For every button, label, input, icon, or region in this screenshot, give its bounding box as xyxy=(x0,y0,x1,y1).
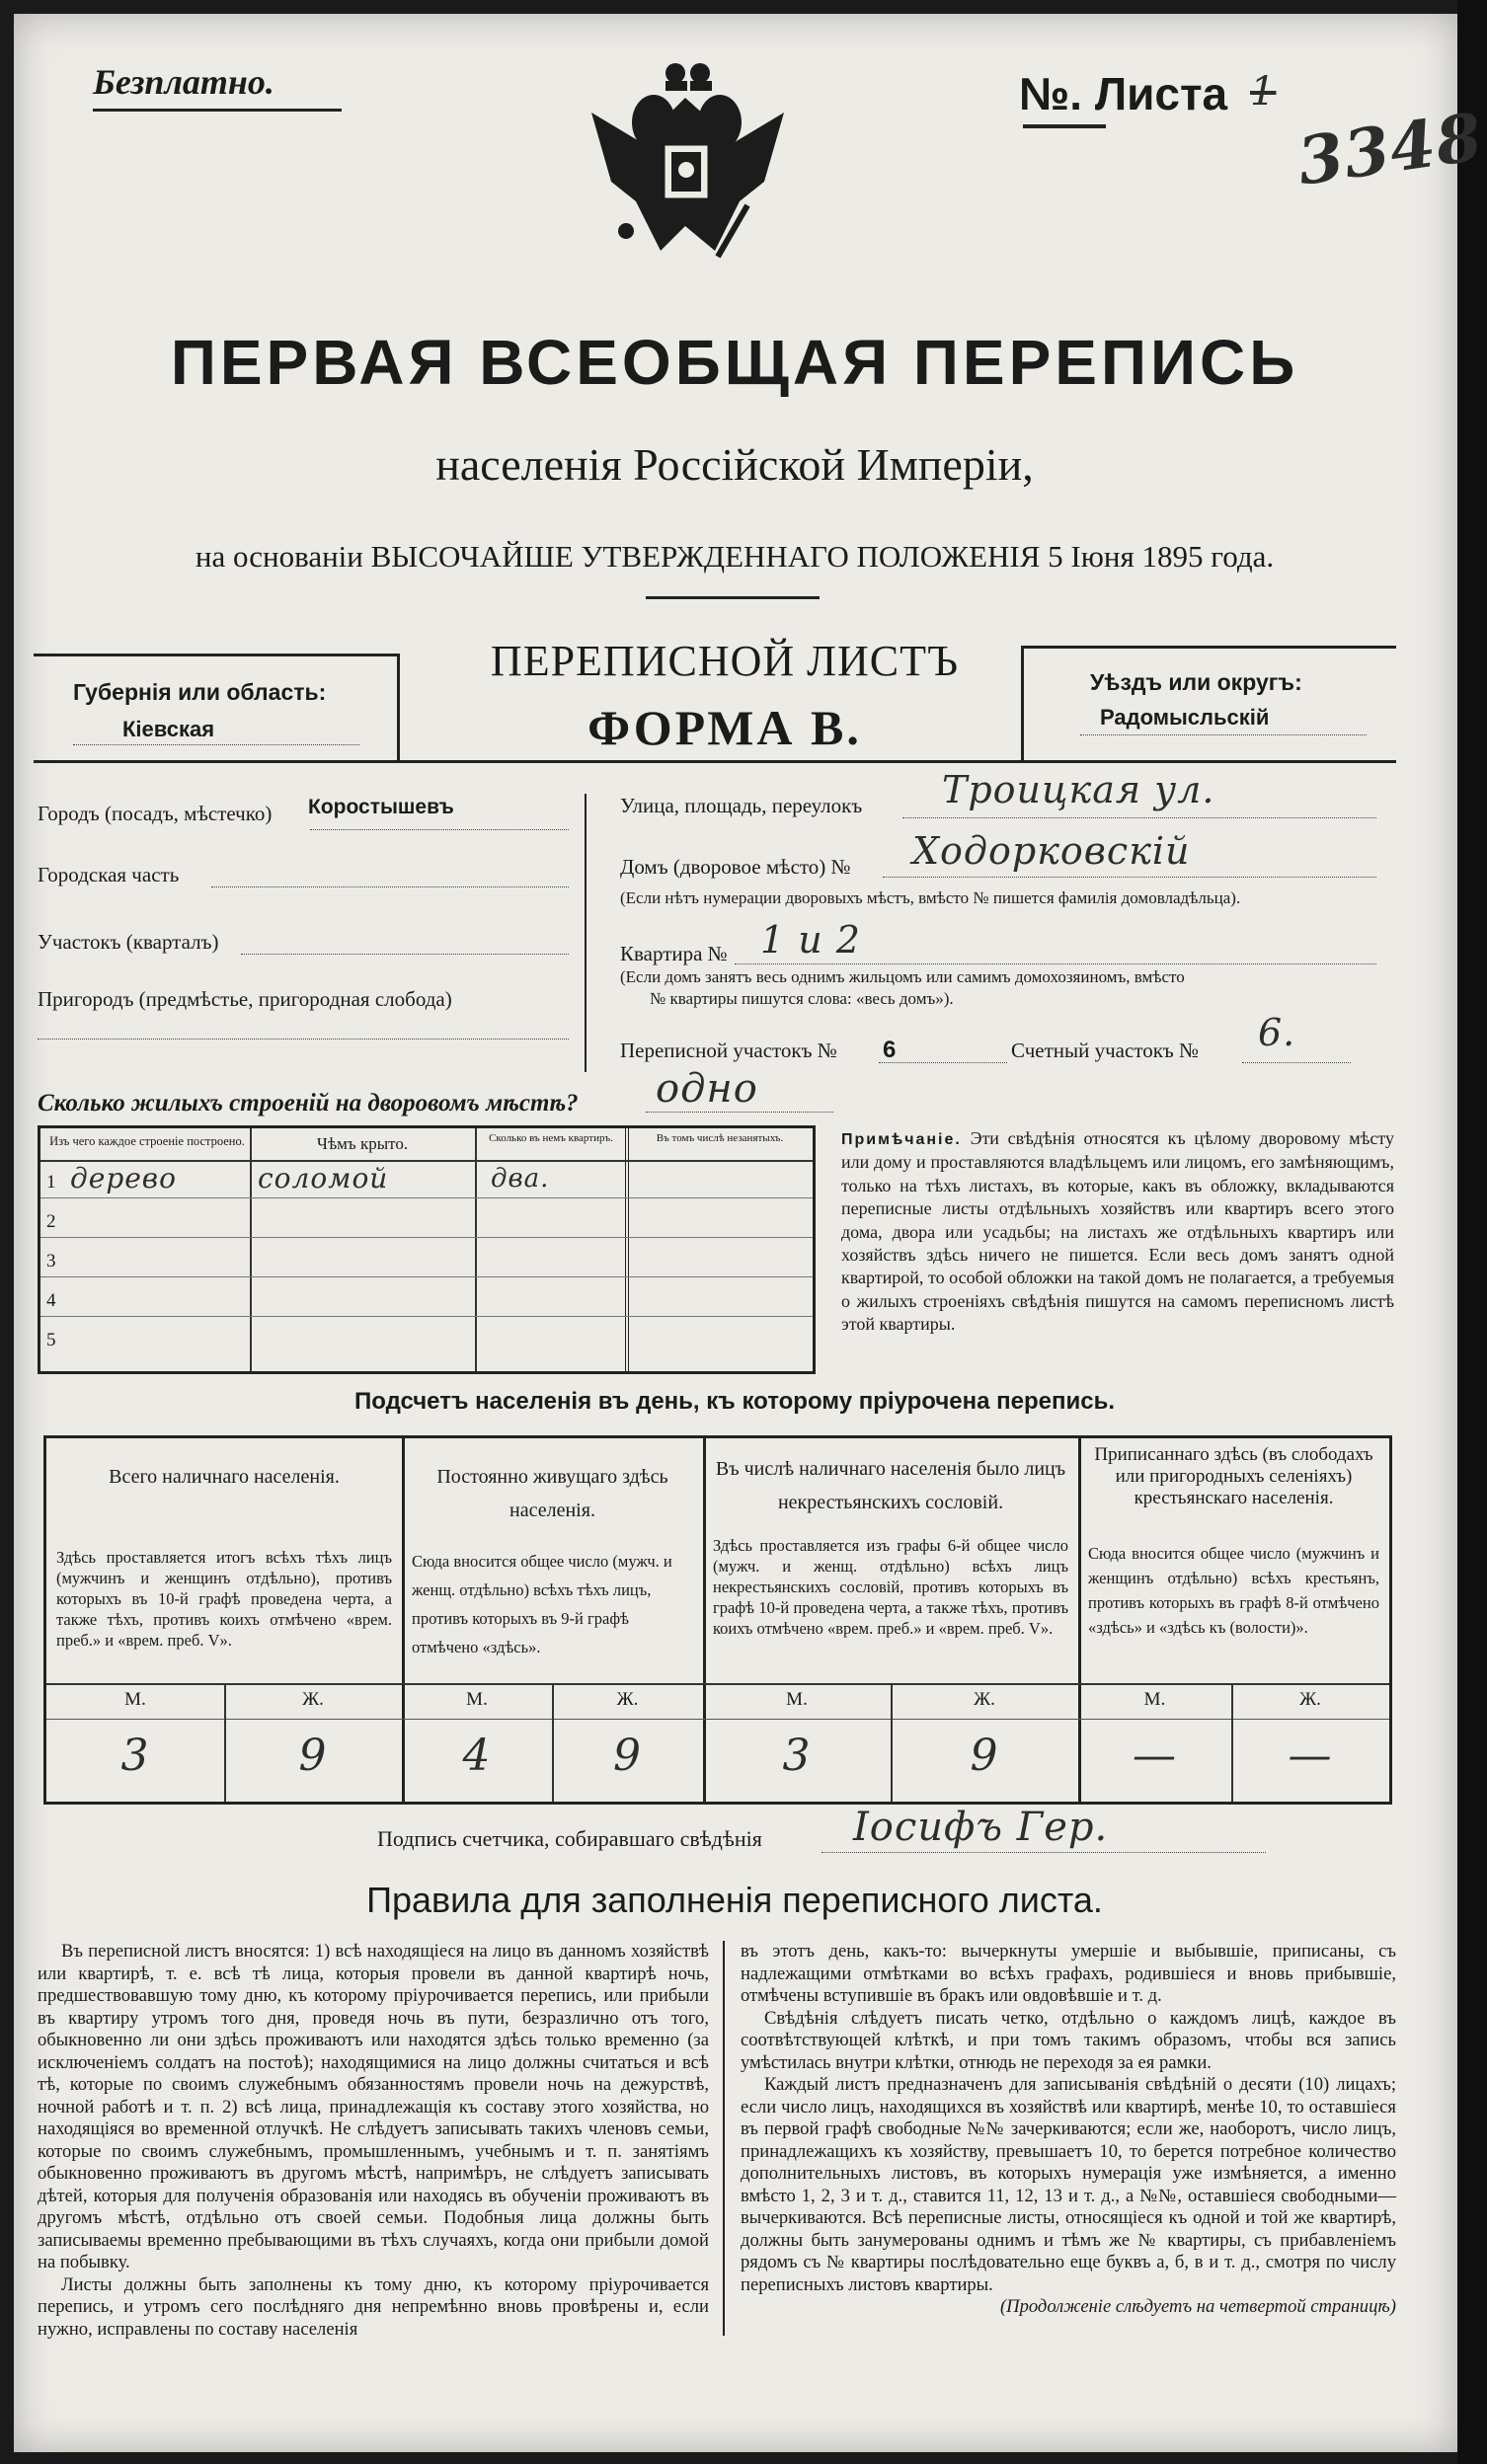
count-nonpeasant-female: 9 xyxy=(970,1731,999,1781)
street-underline xyxy=(902,817,1376,818)
buildings-row-roof: соломой xyxy=(258,1162,389,1194)
address-divider xyxy=(585,794,587,1072)
count-f-label: Ж. xyxy=(302,1689,324,1710)
count-m-label: М. xyxy=(466,1689,488,1710)
free-underline xyxy=(93,109,342,112)
house-underline xyxy=(883,877,1376,878)
count-total-female: 9 xyxy=(298,1731,328,1781)
count-peasant-male: — xyxy=(1133,1731,1177,1781)
form-letter: ФОРМА В. xyxy=(587,700,862,755)
count-mf-top-rule xyxy=(46,1683,1389,1685)
buildings-table xyxy=(38,1125,816,1374)
street-label: Улица, площадь, переулокъ xyxy=(620,794,863,817)
sheet-number-label: №. Листа xyxy=(1019,68,1228,119)
main-title: ПЕРВАЯ ВСЕОБЩАЯ ПЕРЕПИСЬ xyxy=(170,327,1299,398)
count-permanent-male: 4 xyxy=(462,1731,492,1781)
apartment-value: 1 и 2 xyxy=(760,918,861,962)
guberniya-value: Кіевская xyxy=(122,717,215,741)
uezd-value: Радомысльскій xyxy=(1100,705,1270,730)
rules-left-column xyxy=(38,1941,709,2341)
buildings-row-material: дерево xyxy=(70,1162,177,1194)
guberniya-box-top xyxy=(34,654,399,656)
buildings-row-rule-2 xyxy=(40,1237,813,1238)
buildings-row-num: 1 xyxy=(46,1172,56,1193)
house-note: (Если нѣтъ нумерации дворовыхъ мѣстъ, вмѣсто № пишется фамилія домовладѣльца). xyxy=(620,888,1241,907)
signature-label: Подпись счетчика, собиравшаго свѣдѣнія xyxy=(377,1826,762,1851)
subtitle: населенія Россійской Имперіи, xyxy=(435,439,1034,490)
count-f-label: Ж. xyxy=(974,1689,995,1710)
section-label: Участокъ (кварталъ) xyxy=(38,930,219,954)
suburb-underline xyxy=(38,1039,569,1040)
buildings-head-roof: Чѣмъ крыто. xyxy=(316,1134,409,1153)
guberniya-label: Губернія или область: xyxy=(73,679,327,705)
imperial-eagle-emblem xyxy=(567,53,804,270)
count-col-1-head: Всего наличнаго населенія. xyxy=(109,1466,340,1488)
note-head: Примѣчаніе. xyxy=(841,1131,962,1148)
form-title: ПЕРЕПИСНОЙ ЛИСТЪ xyxy=(490,637,960,685)
rules-left-para-2: Листы должны быть заполнены къ тому дню, къ которому пріурочивается перепись, и утромъ сего послѣдняго дня непремѣнно вновь провѣрены и, если нужно, исправлены по составу населенія xyxy=(38,2273,709,2340)
buildings-row-rule-3 xyxy=(40,1276,813,1277)
basis-line: на основаніи ВЫСОЧАЙШЕ УТВЕРЖДЕННАГО ПОЛОЖЕНІЯ 5 Іюня 1895 года. xyxy=(195,539,1275,574)
count-col-2-desc: Сюда вносится общее число (мужч. и женщ. отдѣльно) всѣхъ тѣхъ лицъ, противъ которыхъ въ 9-й графѣ отмѣчено «здѣсь». xyxy=(412,1552,672,1656)
uezd-box-top xyxy=(1021,646,1396,649)
buildings-answer: одно xyxy=(656,1066,758,1112)
buildings-head-vacant: Въ томъ числѣ незанятыхъ. xyxy=(656,1132,784,1144)
buildings-row-num: 3 xyxy=(46,1251,56,1271)
apartment-note-1: (Если домъ занятъ весь однимъ жильцомъ или самимъ домохозяиномъ, вмѣсто xyxy=(620,967,1185,986)
stamp-number: 3348 xyxy=(1292,98,1487,200)
house-value: Ходорковскій xyxy=(912,829,1191,873)
count-nonpeasant-male: 3 xyxy=(782,1731,812,1781)
count-title: Подсчетъ населенія въ день, къ которому пріурочена перепись. xyxy=(354,1388,1115,1415)
count-table xyxy=(43,1435,1392,1805)
count-permanent-female: 9 xyxy=(613,1731,642,1781)
rules-right-column xyxy=(741,1941,1396,2319)
count-peasant-female: — xyxy=(1288,1731,1333,1781)
count-m-label: М. xyxy=(124,1689,146,1710)
signature-underline xyxy=(822,1852,1266,1853)
city-part-underline xyxy=(211,886,569,887)
count-mf-bottom-rule xyxy=(46,1719,1389,1720)
buildings-row-apartments: два. xyxy=(491,1164,550,1194)
city-value: Коростышевъ xyxy=(308,796,454,818)
count-m-label: М. xyxy=(1143,1689,1166,1710)
city-label: Городъ (посадъ, мѣстечко) xyxy=(38,802,273,825)
rules-left-para-1: Въ переписной листъ вносятся: 1) всѣ находящіеся на лицо въ данномъ хозяйствѣ или квартирѣ, т. е. всѣ тѣ лица, которыя провели въ данной квартирѣ ночь, предшествовавшую тому дню, къ которому пріурочивается перепись, или прибыли въ квартиру утромъ того дня, проведя ночь въ пути, безразлично отъ того, обыкновенно ли они здѣсь проживаютъ или находятся здѣсь только временно (за исключеніемъ солдатъ на постоѣ); находящимися на лицо должны считаться и всѣ тѣ, которые по своимъ служебнымъ обязанностямъ провели ночь на дежурствѣ, ночной работѣ и т. п. 2) всѣ лица, принадлежащія къ составу этого хозяйства, но находящіяся во временной отлучкѣ. Не слѣдуетъ записывать такихъ членовъ семьи, которые по своимъ служебнымъ, промышленнымъ, учебнымъ и т. п. занятіямъ обыкновенно проживаютъ въ другомъ мѣстѣ, напримѣръ, не слѣдуетъ записывать дѣтей, которыя для полученія образованія или находясь въ обученіи проживаютъ въ другомъ мѣстѣ, отдѣльно отъ своей семьи. Подобныя лица должны быть записываемы временно пребывающими въ тѣхъ случаяхъ, когда они прибыли домой на побывку. xyxy=(38,1941,709,2272)
buildings-row-rule-1 xyxy=(40,1197,813,1198)
signature-value: Іосифъ Гер. xyxy=(853,1805,1109,1850)
rules-right-para-1: въ этотъ день, какъ-то: вычеркнуты умершіе и выбывшіе, приписаны, съ надлежащими отмѣтками во всѣхъ графахъ, родившіеся и вновь прибывшіе, отмѣчены вступившіе въ бракъ или овдовѣвшіе и т. д. xyxy=(741,1941,1396,2006)
form-box-bottom xyxy=(34,760,1396,763)
rules-continued: (Продолженіе слѣдуетъ на четвертой страницѣ) xyxy=(999,2296,1396,2317)
apartment-label: Квартира № xyxy=(620,942,728,965)
census-sheet xyxy=(14,14,1487,2452)
rules-divider xyxy=(723,1941,725,2336)
apartment-note-2: № квартиры пишутся слова: «весь домъ»). xyxy=(650,989,954,1008)
count-col-4-desc: Сюда вносится общее число (мужчинъ и женщинъ отдѣльно) всѣхъ крестьянъ, противъ которыхъ въ графѣ 8-й отмѣчено «здѣсь» и «здѣсь къ (волости)». xyxy=(1088,1544,1379,1637)
sheet-number-value: 1 xyxy=(1250,69,1277,115)
guberniya-underline xyxy=(73,744,359,745)
buildings-head-material: Изъ чего каждое строеніе построено. xyxy=(49,1134,245,1148)
uezd-box-left xyxy=(1021,646,1024,762)
house-label: Домъ (дворовое мѣсто) № xyxy=(620,855,851,879)
city-part-label: Городская часть xyxy=(38,863,180,886)
title-rule xyxy=(646,596,820,599)
buildings-answer-underline xyxy=(646,1112,833,1113)
buildings-note xyxy=(841,1127,1394,1337)
count-total-male: 3 xyxy=(120,1731,150,1781)
counting-district-label: Счетный участокъ № xyxy=(1011,1039,1200,1062)
free-label: Безплатно. xyxy=(93,62,274,102)
uezd-label: Уѣздъ или округъ: xyxy=(1090,669,1302,695)
rules-right-para-3: Каждый листъ предназначенъ для записыванія свѣдѣній о десяти (10) лицахъ; если число лицъ, находящихся въ хозяйствѣ или квартирѣ, менѣе 10, то оставшіеся въ первой графѣ свободные №№ зачеркиваются; если же, наоборотъ, число лицъ, принадлежащихъ къ хозяйству, превышаетъ 10, то берется потребное количество дополнительныхъ листовъ, въ которыхъ нумерація уже измѣняется, а именно вмѣсто 1, 2, 3 и т. д., ставится 11, 12, 13 и т. д., а №№, оставшіеся свободными—вычеркиваются. Всѣ переписные листы, относящіеся къ одной и той же квартирѣ, должны быть занумерованы однимъ и тѣмъ же № квартиры, съ прибавленіемъ рядомъ съ № квартиры послѣдовательно еще буквъ а, б, в и т. д., смотря по числу переписныхъ листовъ квартиры. xyxy=(741,2074,1396,2295)
count-col-1-desc: Здѣсь проставляется итогъ всѣхъ тѣхъ лицъ (мужчинъ и женщинъ отдѣльно), противъ которыхъ въ 10-й графѣ проведена черта, а также тѣхъ, противъ коихъ отмѣчено «врем. преб.» и «врем. преб. V». xyxy=(56,1548,392,1650)
uezd-underline xyxy=(1080,734,1367,735)
count-f-label: Ж. xyxy=(1299,1689,1321,1710)
census-district-underline xyxy=(879,1062,1007,1063)
buildings-row-num: 2 xyxy=(46,1211,56,1232)
count-col-3-desc: Здѣсь проставляется изъ графы 6-й общее число (мужч. и женщ. отдѣльно) всѣхъ лицъ некрестьянскихъ сословій, противъ которыхъ въ графѣ 10-й проведена черта, а также тѣхъ, противъ коихъ отмѣчено «врем. преб.» и «врем. преб. V». xyxy=(713,1536,1068,1638)
counting-district-value: 6. xyxy=(1258,1011,1296,1054)
counting-district-underline xyxy=(1242,1062,1351,1063)
count-col-3-head: Въ числѣ наличнаго населенія было лицъ некрестьянскихъ сословій. xyxy=(715,1458,1066,1513)
count-m-label: М. xyxy=(786,1689,808,1710)
count-f-label: Ж. xyxy=(616,1689,639,1710)
apartment-underline xyxy=(735,963,1376,964)
census-district-label: Переписной участокъ № xyxy=(620,1039,837,1062)
rules-title: Правила для заполненія переписного листа. xyxy=(366,1880,1103,1920)
scan-edge xyxy=(1457,0,1487,2464)
buildings-head-apartments: Сколько въ немъ квартиръ. xyxy=(489,1132,613,1144)
count-col-4-head: Приписаннаго здѣсь (въ слободахъ или пригородныхъ селеніяхъ) крестьянскаго населенія. xyxy=(1094,1444,1373,1508)
count-col-2-head: Постоянно живущаго здѣсь населенія. xyxy=(436,1466,668,1521)
sheet-number-underline xyxy=(1023,124,1106,128)
suburb-label: Пригородъ (предмѣстье, пригородная слобода) xyxy=(38,987,452,1011)
buildings-row-rule-4 xyxy=(40,1316,813,1317)
note-text: Эти свѣдѣнія относятся къ цѣлому дворовому мѣсту или дому и проставляются владѣльцемъ или лицомъ, его замѣняющимъ, только на тѣхъ листахъ, въ которые, какъ въ обложку, вкладываются переписные листы отдѣльныхъ хозяйствъ или квартиръ всего этого дома, двора или усадьбы; на листахъ же отдѣльныхъ квартиръ или хозяйствъ здѣсь ничего не пишется. Если весь домъ занятъ одной квартирой, то особой обложки на такой домъ не полагается, а требуемыя о жилыхъ строеніяхъ свѣдѣнія пишутся на самомъ переписномъ листѣ этой квартиры. xyxy=(841,1128,1394,1335)
buildings-row-num: 5 xyxy=(46,1330,56,1350)
city-underline xyxy=(310,829,569,830)
census-district-value: 6 xyxy=(883,1037,897,1063)
section-underline xyxy=(241,954,569,955)
street-value: Троицкая ул. xyxy=(942,768,1215,811)
rules-right-para-2: Свѣдѣнія слѣдуетъ писать четко, отдѣльно о каждомъ лицѣ, каждое въ соотвѣтствующей клѣткѣ, и при томъ такимъ образомъ, чтобы вся запись умѣстилась внутри клѣтки, отнюдь не переходя за ея рамки. xyxy=(741,2007,1396,2073)
buildings-question: Сколько жилыхъ строеній на дворовомъ мѣстѣ? xyxy=(38,1090,579,1116)
buildings-row-num: 4 xyxy=(46,1290,56,1311)
